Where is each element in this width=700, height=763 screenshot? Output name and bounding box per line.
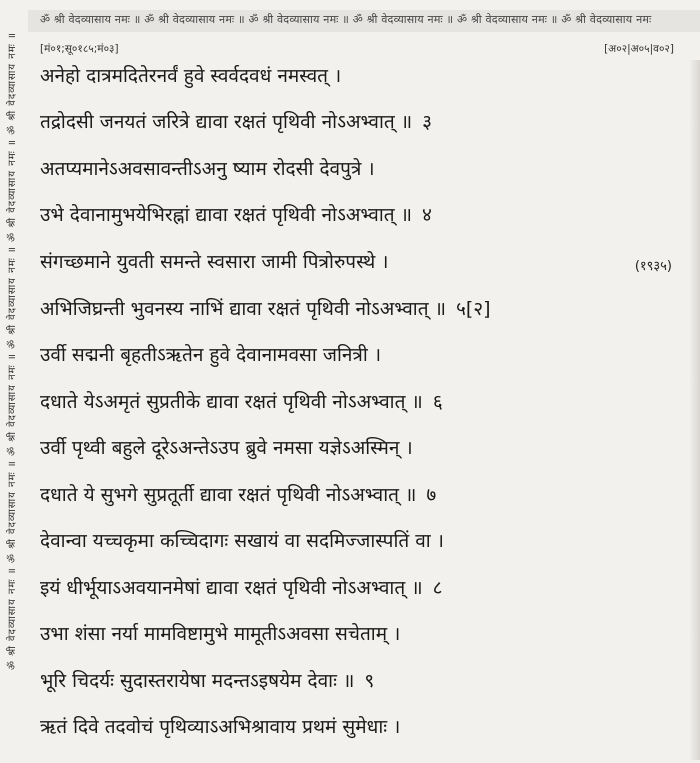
verse-line [40, 343, 660, 367]
verse-line [40, 390, 660, 414]
verse-text: अतप्यमानेऽअवसावन्तीऽअनु ष्याम रोदसी देवपुत्रे । [40, 158, 375, 180]
verse-text: दधाते ये सुभगे सुप्रतूर्ती द्यावा रक्षतं पृथिवी नोऽअभ्वात् ॥ [40, 484, 417, 506]
verse-line [40, 622, 660, 646]
verse-line [40, 203, 660, 227]
verse-number: ८ [432, 577, 443, 599]
verse-line [40, 483, 660, 507]
verse-line [40, 715, 660, 739]
verse-line [40, 297, 660, 321]
verse-number: ४ [422, 204, 432, 226]
section-reference: [अ०२|अ०५|व०२] [604, 43, 674, 55]
left-margin-strip [4, 28, 26, 758]
verse-text: भूरि चिदर्यः सुदास्तरायेषा मदन्तऽइषयेम देवाः ॥ [40, 670, 355, 692]
verse-text: संगच्छमाने युवती समन्ते स्वसारा जामी पित्रोरुपस्थे । [40, 251, 389, 273]
verse-text: तद्रोदसी जनयतं जरित्रे द्यावा रक्षतं पृथिवी नोऽअभ्वात् ॥ [40, 111, 413, 133]
mantra-reference: [मं०१;सू०१८५;मं०३] [40, 43, 119, 55]
verse-text: अनेहो दात्रमदितेरनर्वं हुवे स्वर्वदवधं नमस्वत् । [40, 65, 342, 87]
verse-text: दधाते येऽअमृतं सुप्रतीके द्यावा रक्षतं पृथिवी नोऽअभ्वात् ॥ [40, 391, 423, 413]
verse-text: ऋतं दिवे तदवोचं पृथिव्याऽअभिश्रावाय प्रथमं सुमेधाः । [40, 716, 401, 738]
margin-invocation-text: ॐ श्री वेदव्यासाय नमः ॥ ॐ श्री वेदव्यासाय नमः ॥ ॐ श्री वेदव्यासाय नमः ॥ ॐ श्री वेदव्यासाय नमः ॥ ॐ श्री वेदव्यासाय नमः ॥ ॐ श्री वेदव्यासाय नमः ॥ [7, 32, 18, 671]
verse-number: ७ [426, 484, 437, 506]
verse-text: उभे देवानामुभयेभिरह्नां द्यावा रक्षतं पृथिवी नोऽअभ्वात् ॥ [40, 204, 412, 226]
verse-number: ३ [422, 111, 433, 133]
verse-number: ९ [364, 670, 375, 692]
running-header: ॐ श्री वेदव्यासाय नमः ॥ ॐ श्री वेदव्यासाय नमः ॥ ॐ श्री वेदव्यासाय नमः ॥ ॐ श्री वेदव्यासाय नमः ॥ ॐ श्री वेदव्यासाय नमः ॥ ॐ श्री वेदव्यासाय नमः [40, 13, 652, 26]
verse-line [40, 250, 660, 274]
verse-line [40, 576, 660, 600]
verse-text: अभिजिघ्रन्ती भुवनस्य नाभिं द्यावा रक्षतं पृथिवी नोऽअभ्वात् ॥ [40, 298, 446, 320]
verse-text: उर्वी सद्मनी बृहतीऽऋतेन हुवे देवानामवसा जनित्री । [40, 344, 382, 366]
verse-line [40, 64, 660, 88]
verse-number: ५[२] [455, 298, 491, 320]
side-note: (१९३५) [634, 259, 672, 274]
verse-text: देवान्वा यच्चकृमा कच्चिदागः सखायं वा सदमिज्जास्पतिं वा । [40, 530, 444, 552]
verse-line [40, 110, 660, 134]
verse-line [40, 157, 660, 181]
page-edge-shadow [690, 60, 700, 760]
verse-text: उर्वी पृथ्वी बहुले दूरेऽअन्तेऽउप ब्रुवे नमसा यज्ञेऽअस्मिन् । [40, 437, 413, 459]
verse-text: उभा शंसा नर्या मामविष्टामुभे मामूतीऽअवसा सचेताम् । [40, 623, 401, 645]
verse-line [40, 436, 660, 460]
verse-line [40, 529, 660, 553]
verse-text: इयं धीर्भूयाऽअवयानमेषां द्यावा रक्षतं पृथिवी नोऽअभ्वात् ॥ [40, 577, 423, 599]
verse-line [40, 669, 660, 693]
verse-number: ६ [432, 391, 443, 413]
